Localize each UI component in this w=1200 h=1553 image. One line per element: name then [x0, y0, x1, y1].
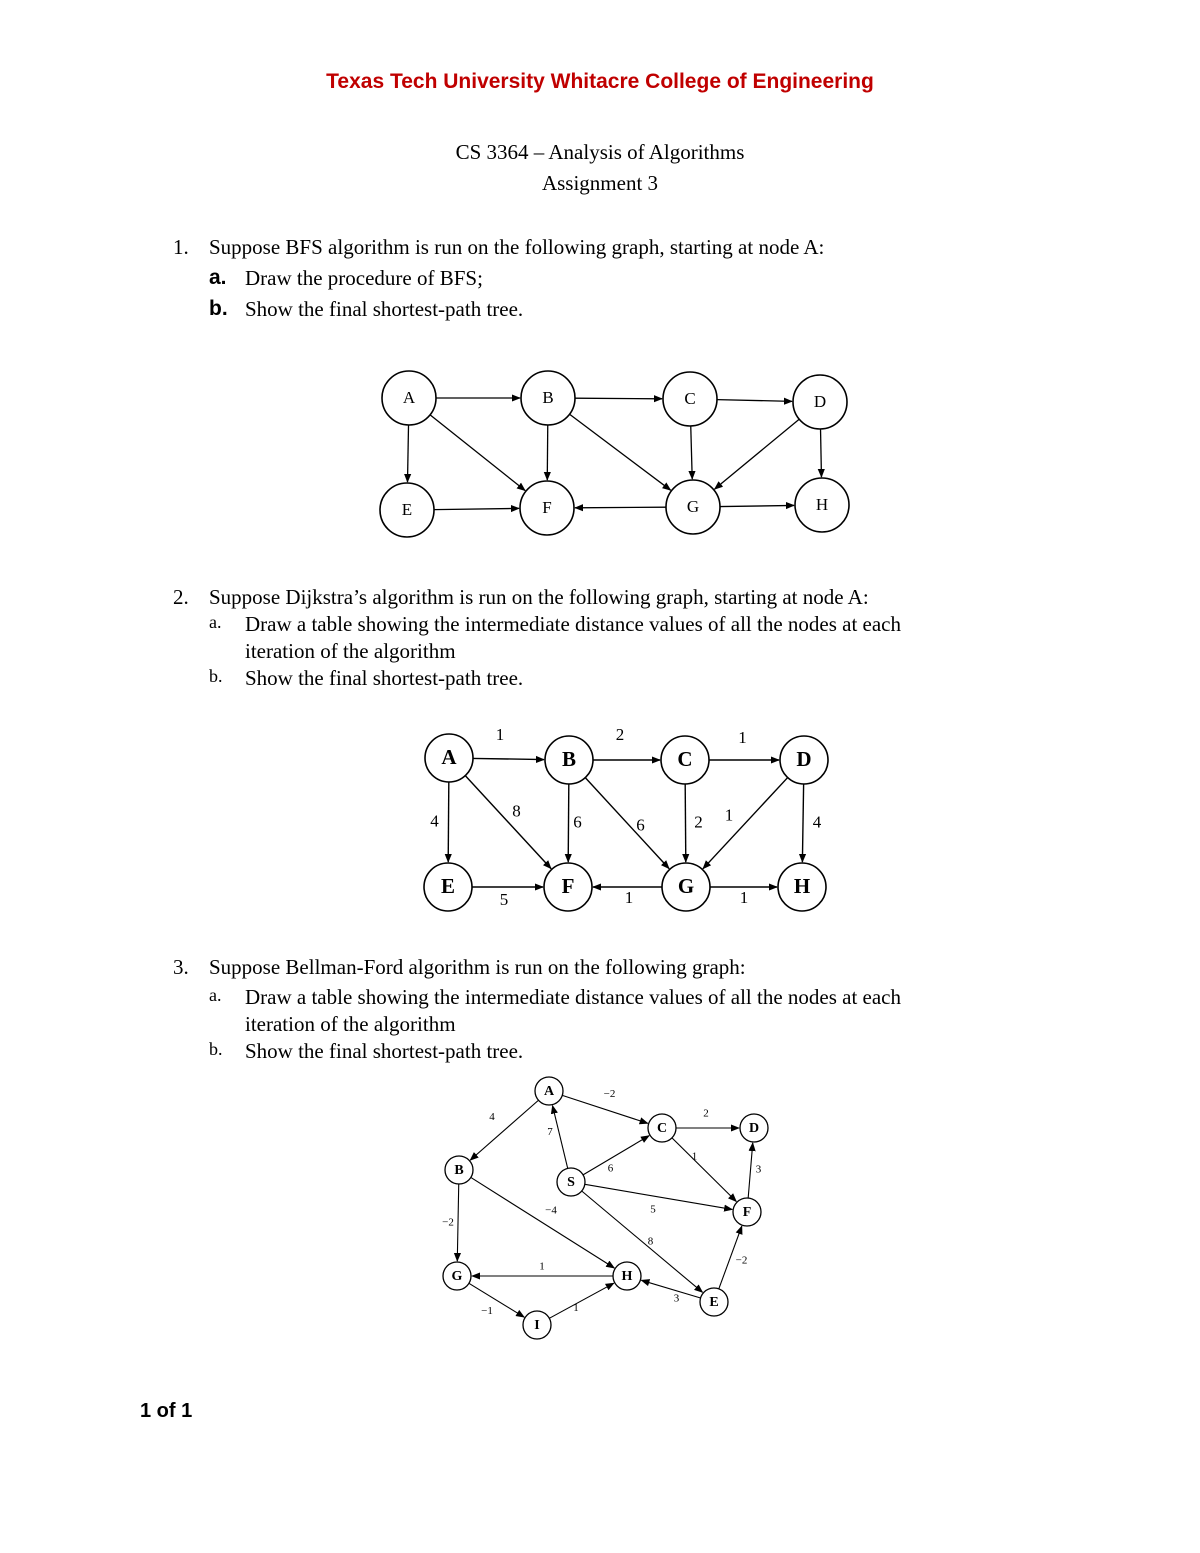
question-2a-label: a. — [209, 612, 222, 632]
node-label-B: B — [561, 746, 577, 771]
node-label-S: S — [567, 1175, 575, 1191]
edge-S-F — [585, 1184, 732, 1209]
question-3a-text: Draw a table showing the intermediate distance values of all the nodes at each — [245, 985, 902, 1009]
question-1a-label: a. — [209, 266, 227, 289]
node-D — [740, 1114, 768, 1142]
node-F — [544, 863, 592, 911]
edge-weight-B-H: −4 — [545, 1204, 557, 1217]
question-3a-label: a. — [209, 985, 222, 1005]
node-A — [535, 1077, 563, 1105]
edge-B-C — [575, 398, 662, 399]
edge-weight-S-F: 5 — [650, 1203, 656, 1216]
node-label-C: C — [656, 1121, 668, 1137]
node-A — [382, 371, 436, 425]
edge-weight-G-I: −1 — [481, 1305, 493, 1318]
edge-weight-A-E: 4 — [430, 811, 439, 831]
node-label-C: C — [677, 746, 693, 771]
edge-weight-C-D: 2 — [703, 1107, 709, 1120]
bfs-graph — [0, 360, 1200, 540]
question-1-number: 1. — [173, 235, 189, 259]
node-label-I: I — [534, 1318, 540, 1334]
edge-weight-D-G: 1 — [724, 805, 734, 825]
page-number: 1 of 1 — [140, 1400, 193, 1422]
edge-weight-E-H: 3 — [673, 1292, 680, 1305]
node-label-B: B — [542, 387, 554, 407]
edge-D-G — [703, 778, 788, 869]
node-label-G: G — [677, 873, 695, 898]
node-C — [648, 1114, 676, 1142]
node-I — [523, 1311, 551, 1339]
node-label-A: A — [441, 744, 457, 769]
node-H — [778, 863, 826, 911]
edge-B-G — [457, 1184, 458, 1261]
edge-weight-S-E: 8 — [647, 1235, 654, 1248]
edge-S-A — [553, 1106, 568, 1169]
bfs-graph-svg — [0, 360, 1200, 540]
node-G — [443, 1262, 471, 1290]
edge-weight-G-H: 1 — [739, 887, 749, 907]
edge-G-F — [575, 507, 666, 508]
node-E — [380, 483, 434, 537]
institution-header: Texas Tech University Whitacre College of Engineering — [326, 70, 874, 93]
node-B — [521, 371, 575, 425]
node-D — [780, 736, 828, 784]
assignment-title: Assignment 3 — [541, 171, 659, 195]
edge-weight-E-F: −2 — [735, 1254, 748, 1267]
question-3b-label: b. — [209, 1039, 223, 1059]
question-1b-label: b. — [209, 297, 228, 320]
question-2b-text: Show the final shortest-path tree. — [245, 666, 524, 690]
node-label-G: G — [451, 1269, 463, 1285]
edge-weight-S-A: 7 — [547, 1126, 553, 1139]
edge-weight-H-G: 1 — [539, 1260, 545, 1273]
question-2b-label: b. — [209, 666, 223, 686]
question-2-text: Suppose Dijkstra’s algorithm is run on the following graph, starting at node A: — [209, 585, 869, 609]
edge-weight-B-C: 2 — [615, 724, 625, 744]
node-label-A: A — [543, 1084, 555, 1100]
node-F — [733, 1198, 761, 1226]
question-3-text: Suppose Bellman-Ford algorithm is run on the following graph: — [209, 955, 746, 979]
node-E — [700, 1288, 728, 1316]
edge-F-D — [748, 1143, 753, 1198]
edge-weight-C-D: 1 — [738, 727, 747, 747]
node-C — [663, 372, 717, 426]
edge-A-B — [470, 1100, 538, 1160]
edge-S-E — [582, 1191, 703, 1292]
edge-C-G — [691, 426, 692, 479]
edge-B-F — [547, 425, 548, 480]
edge-S-C — [583, 1136, 649, 1175]
edge-A-F — [465, 776, 551, 869]
edge-weight-S-C: 6 — [607, 1162, 614, 1175]
node-G — [662, 863, 710, 911]
node-label-E: E — [401, 499, 413, 519]
node-label-A: A — [402, 387, 416, 407]
edge-C-G — [685, 784, 686, 862]
node-C — [661, 736, 709, 784]
edge-weight-A-F: 8 — [512, 801, 521, 821]
edge-weight-C-F: 1 — [691, 1150, 698, 1163]
node-D — [793, 375, 847, 429]
edge-weight-A-B: 1 — [495, 724, 505, 744]
node-label-D: D — [748, 1121, 760, 1137]
node-label-G: G — [686, 496, 700, 516]
question-1a-text: Draw the procedure of BFS; — [245, 266, 483, 290]
question-2a-text-cont: iteration of the algorithm — [245, 639, 456, 663]
edge-weight-B-G: −2 — [442, 1216, 454, 1229]
edge-weight-G-F: 1 — [624, 887, 634, 907]
node-G — [666, 480, 720, 534]
node-label-D: D — [796, 746, 812, 771]
edge-I-H — [549, 1283, 614, 1318]
node-label-C: C — [684, 388, 696, 408]
dijkstra-graph-svg — [0, 720, 1200, 920]
edge-B-H — [471, 1177, 614, 1268]
node-E — [424, 863, 472, 911]
edge-weight-F-D: 3 — [755, 1163, 762, 1176]
edge-B-G — [585, 778, 669, 869]
edge-weight-C-G: 2 — [694, 812, 703, 832]
edge-A-B — [473, 758, 544, 759]
edge-G-H — [720, 505, 794, 506]
question-1-text: Suppose BFS algorithm is run on the following graph, starting at node A: — [209, 235, 825, 259]
edge-A-E — [448, 782, 449, 862]
bellman-ford-graph-svg — [0, 1070, 1200, 1350]
question-1b-text: Show the final shortest-path tree. — [245, 297, 524, 321]
edge-B-F — [568, 784, 569, 862]
node-label-E: E — [440, 873, 456, 898]
node-label-H: H — [793, 873, 811, 898]
node-label-E: E — [709, 1295, 719, 1311]
node-label-H: H — [621, 1269, 633, 1285]
edge-D-H — [802, 784, 803, 862]
node-S — [557, 1168, 585, 1196]
question-2-number: 2. — [173, 585, 189, 609]
node-label-F: F — [542, 497, 552, 517]
edge-C-F — [672, 1138, 736, 1202]
node-label-D: D — [813, 391, 827, 411]
edge-D-G — [715, 419, 800, 489]
node-label-F: F — [742, 1205, 752, 1221]
edge-weight-B-G: 6 — [636, 815, 645, 835]
edge-G-I — [469, 1283, 524, 1317]
course-title: CS 3364 – Analysis of Algorithms — [455, 140, 745, 164]
node-label-H: H — [815, 494, 829, 514]
node-label-B: B — [454, 1163, 464, 1179]
edge-D-H — [821, 429, 822, 477]
bellman-ford-graph — [0, 1070, 1200, 1350]
question-3-number: 3. — [173, 955, 189, 979]
edge-A-F — [430, 415, 525, 491]
node-A — [425, 734, 473, 782]
edge-weight-A-B: 4 — [489, 1111, 495, 1124]
edge-weight-D-H: 4 — [812, 812, 822, 832]
node-B — [545, 736, 593, 784]
edge-B-G — [570, 414, 671, 490]
edge-weight-A-C: −2 — [603, 1088, 616, 1101]
node-F — [520, 481, 574, 535]
dijkstra-graph — [0, 720, 1200, 920]
edge-E-F — [434, 508, 519, 509]
question-3a-text-cont: iteration of the algorithm — [245, 1012, 456, 1036]
edge-weight-B-F: 6 — [573, 812, 582, 832]
edge-weight-E-F: 5 — [499, 889, 509, 909]
question-2a-text: Draw a table showing the intermediate distance values of all the nodes at each — [245, 612, 902, 636]
node-H — [613, 1262, 641, 1290]
edge-C-D — [717, 400, 792, 402]
node-label-F: F — [561, 873, 575, 898]
node-B — [445, 1156, 473, 1184]
question-3b-text: Show the final shortest-path tree. — [245, 1039, 524, 1063]
edge-weight-I-H: 1 — [573, 1302, 579, 1315]
node-H — [795, 478, 849, 532]
edge-A-E — [407, 425, 408, 482]
